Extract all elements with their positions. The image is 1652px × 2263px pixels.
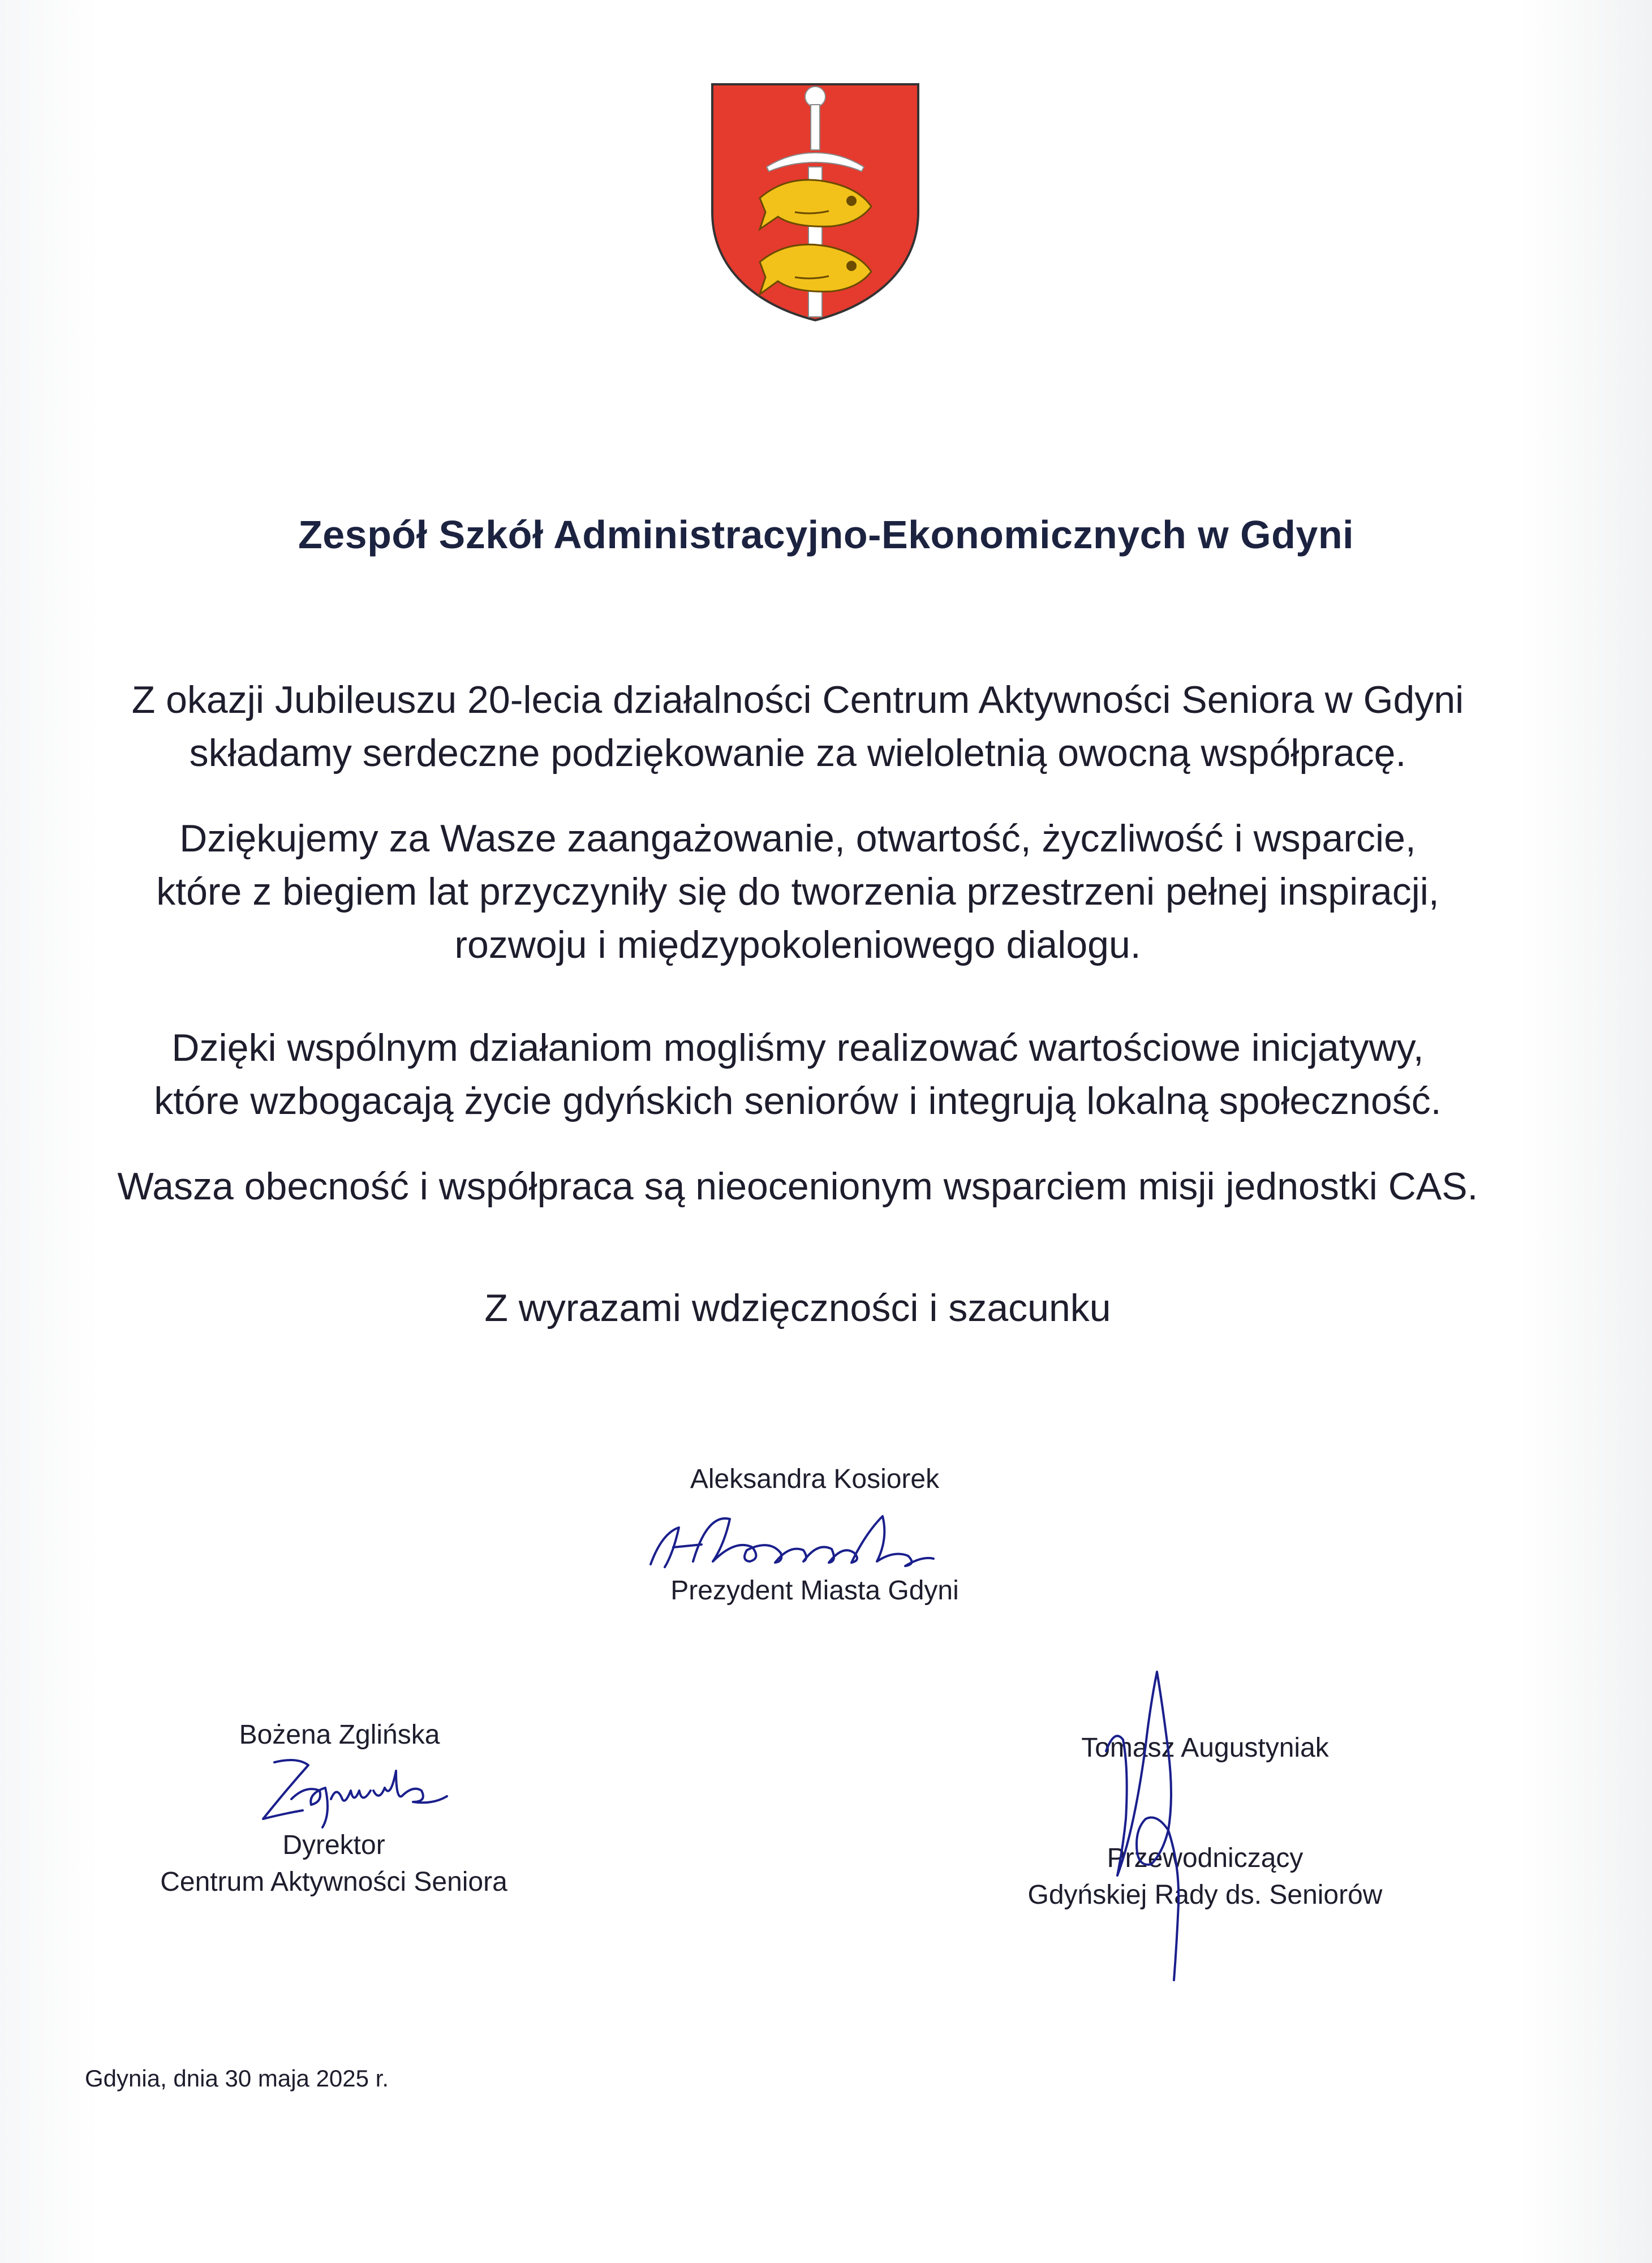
director-role-institution: Centrum Aktywności Seniora (160, 1867, 507, 1897)
text-line: Dziękujemy za Wasze zaangażowanie, otwartość, życzliwość i wsparcie, (179, 817, 1416, 860)
text-line: Wasza obecność i współpraca są nieocenionym wsparciem misji jednostki CAS. (117, 1165, 1478, 1208)
text-line: rozwoju i międzypokoleniowego dialogu. (454, 923, 1141, 966)
chair-role-title: Przewodniczący (1107, 1843, 1303, 1873)
paragraph-thanks (113, 812, 1482, 971)
director-name: Bożena Zglińska (239, 1720, 440, 1750)
paragraph-support (113, 1160, 1482, 1213)
mayor-signature (639, 1499, 945, 1578)
text-line: Z okazji Jubileuszu 20-lecia działalności Centrum Aktywności Seniora w Gdyni (131, 678, 1464, 721)
director-signature (252, 1745, 455, 1830)
document-date: Gdynia, dnia 30 maja 2025 r. (85, 2065, 389, 2092)
text-line: składamy serdeczne podziękowanie za wieloletnią owocną współpracę. (189, 732, 1406, 775)
text-line: które z biegiem lat przyczyniły się do tworzenia przestrzeni pełnej inspiracji, (156, 870, 1439, 913)
document-title: Zespół Szkół Administracyjno-Ekonomicznych w Gdyni (298, 513, 1354, 557)
chair-role-council: Gdyńskiej Rady ds. Seniorów (1027, 1880, 1383, 1910)
sword-grip (811, 105, 820, 150)
text-line: Dzięki wspólnym działaniom mogliśmy realizować wartościowe inicjatywy, (171, 1026, 1424, 1069)
closing-line (113, 1281, 1482, 1335)
mayor-role: Prezydent Miasta Gdyni (670, 1576, 959, 1606)
chair-signature (1083, 1660, 1219, 1989)
chair-name: Tomasz Augustyniak (1081, 1733, 1329, 1763)
text-line: Z wyrazami wdzięczności i szacunku (484, 1287, 1111, 1330)
mayor-name: Aleksandra Kosiorek (690, 1464, 940, 1494)
director-role-title: Dyrektor (282, 1830, 385, 1860)
paragraph-initiatives (113, 1021, 1482, 1128)
text-line: które wzbogacają życie gdyńskich seniorów i integrują lokalną społeczność. (154, 1079, 1442, 1122)
paragraph-jubilee (113, 673, 1482, 780)
sword-pommel (805, 87, 825, 107)
gdynia-coat-of-arms (710, 82, 920, 322)
